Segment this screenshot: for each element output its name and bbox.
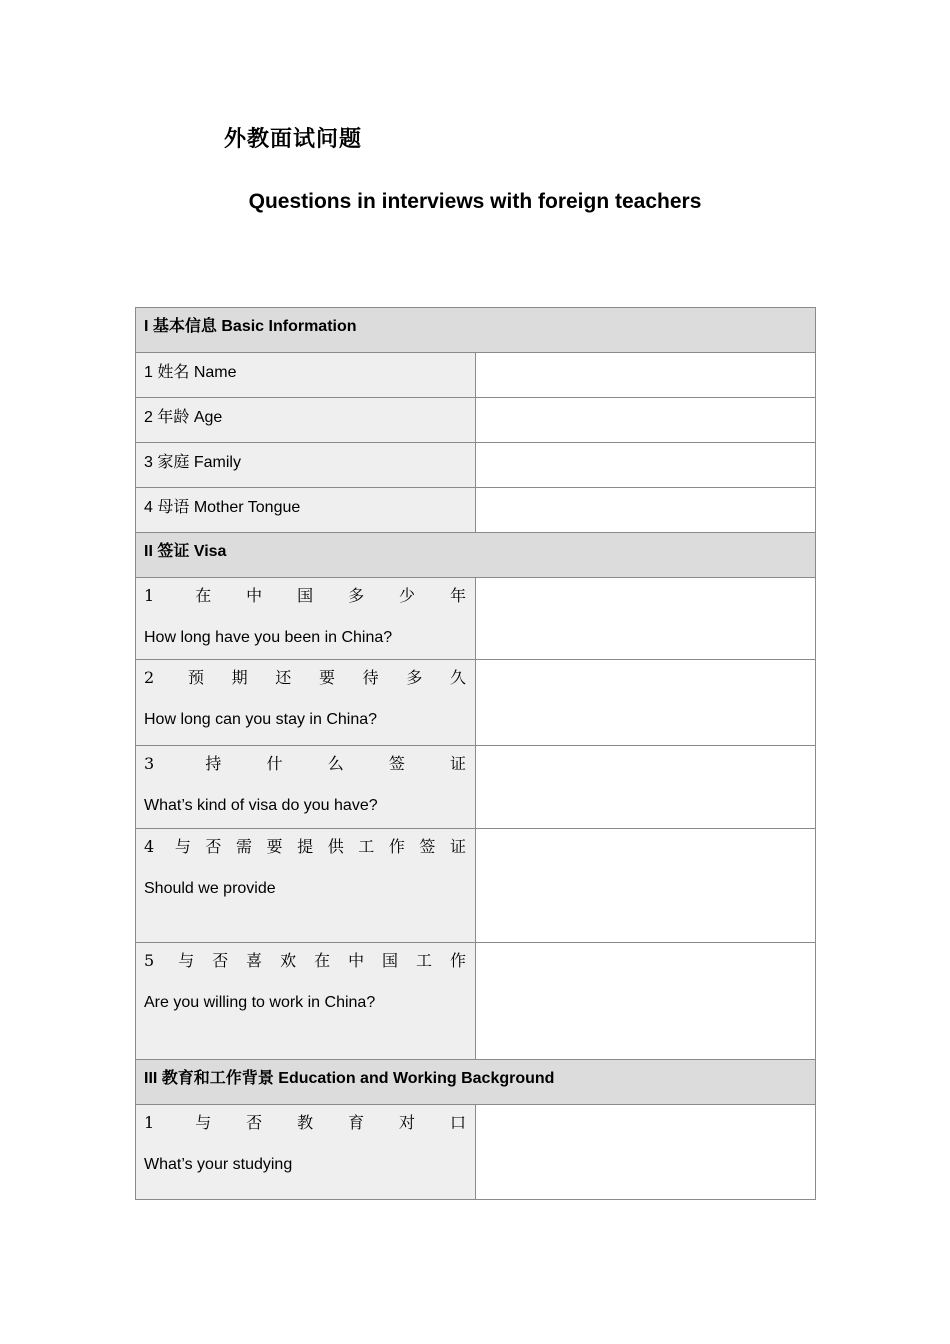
question-chinese: 姓名 [157, 362, 190, 381]
question-number: 3 [144, 754, 156, 773]
question-english: How long can you stay in China? [144, 711, 378, 728]
question-number: 1 [144, 364, 153, 381]
question-row-name [136, 353, 816, 398]
answer-cell-visa-type[interactable] [476, 746, 816, 829]
question-number: 1 [144, 1113, 156, 1132]
answer-cell-work-visa[interactable] [476, 829, 816, 943]
question-chinese: 与否需要提供工作签证 [174, 837, 467, 856]
section-header-basic-information [136, 308, 816, 353]
answer-cell-education-match[interactable] [476, 1105, 816, 1200]
answer-cell-age[interactable] [476, 398, 816, 443]
section-number: I [144, 318, 149, 335]
answer-cell-years-in-china[interactable] [476, 578, 816, 660]
interview-question-table [135, 307, 816, 1200]
question-chinese: 持什么签证 [205, 754, 467, 773]
question-row-mother-tongue [136, 488, 816, 533]
question-chinese: 家庭 [157, 452, 190, 471]
section-title-english: Education and Working Background [278, 1070, 555, 1087]
question-row-education-match [136, 1105, 816, 1200]
section-title-chinese: 签证 [157, 543, 190, 560]
section-title-chinese: 基本信息 [152, 318, 217, 335]
question-english: Family [193, 454, 241, 471]
section-title-english: Visa [193, 543, 227, 560]
question-row-age [136, 398, 816, 443]
question-chinese: 母语 [157, 497, 190, 516]
question-row-willing-to-work [136, 943, 816, 1060]
answer-cell-family[interactable] [476, 443, 816, 488]
document-title-english: Questions in interviews with foreign teachers [248, 190, 702, 213]
section-number: III [144, 1070, 158, 1087]
question-row-expected-stay [136, 660, 816, 746]
document-title-chinese: 外教面试问题 [224, 126, 363, 152]
question-chinese: 年龄 [157, 407, 190, 426]
question-number: 2 [144, 409, 153, 426]
section-header-visa [136, 533, 816, 578]
question-chinese: 与否教育对口 [195, 1113, 467, 1132]
question-number: 1 [144, 586, 156, 605]
question-number: 2 [144, 668, 156, 687]
question-chinese: 在中国多少年 [195, 586, 467, 605]
question-english: What’s kind of visa do you have? [144, 797, 378, 814]
answer-cell-name[interactable] [476, 353, 816, 398]
section-title-chinese: 教育和工作背景 [161, 1070, 274, 1087]
question-english: Are you willing to work in China? [144, 994, 376, 1011]
answer-cell-expected-stay[interactable] [476, 660, 816, 746]
question-english: How long have you been in China? [144, 629, 393, 646]
question-english: Name [193, 364, 237, 381]
question-number: 3 [144, 454, 153, 471]
question-number: 4 [144, 499, 153, 516]
answer-cell-mother-tongue[interactable] [476, 488, 816, 533]
section-number: II [144, 543, 153, 560]
question-english: Should we provide [144, 880, 276, 897]
section-header-education-working-background [136, 1060, 816, 1105]
question-chinese: 预期还要待多久 [187, 668, 467, 687]
question-chinese: 与否喜欢在中国工作 [178, 951, 467, 970]
answer-cell-willing-to-work[interactable] [476, 943, 816, 1060]
question-number: 5 [144, 951, 156, 970]
question-english: What’s your studying [144, 1156, 293, 1173]
question-row-work-visa [136, 829, 816, 943]
question-number: 4 [144, 837, 156, 856]
question-row-family [136, 443, 816, 488]
question-row-visa-type [136, 746, 816, 829]
section-title-english: Basic Information [221, 318, 357, 335]
question-english: Age [193, 409, 223, 426]
question-row-years-in-china [136, 578, 816, 660]
question-english: Mother Tongue [193, 499, 301, 516]
